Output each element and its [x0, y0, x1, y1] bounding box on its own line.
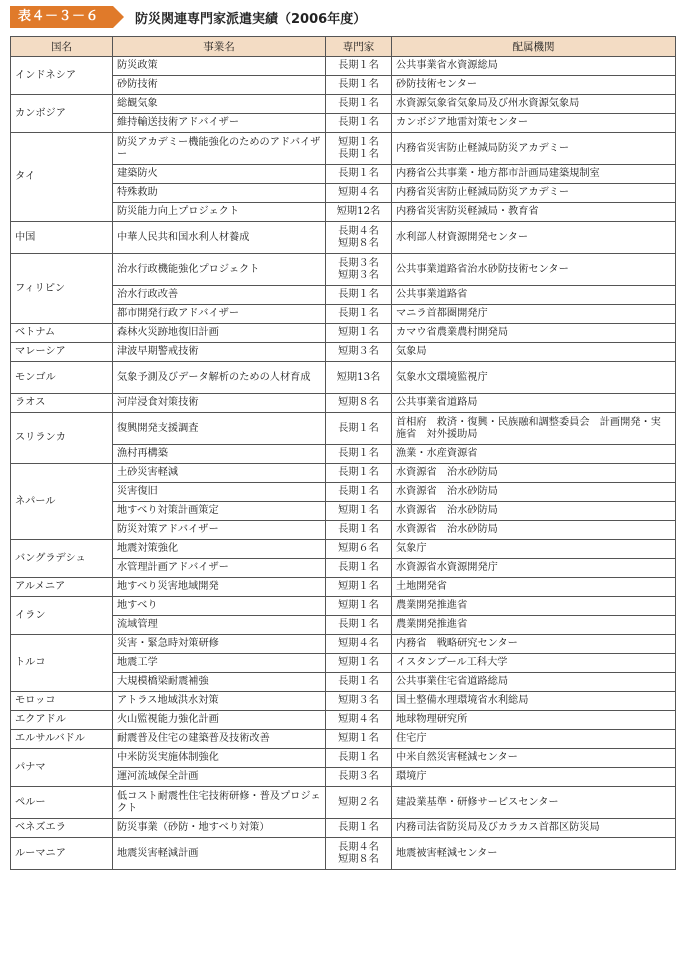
- agency-cell: 土地開発省: [392, 578, 676, 597]
- project-cell: 総観気象: [113, 95, 326, 114]
- project-cell: 耐震普及住宅の建築普及技術改善: [113, 730, 326, 749]
- table-title: [10, 6, 366, 28]
- expert-cell: 長期１名: [326, 559, 392, 578]
- expert-cell: 短期４名: [326, 635, 392, 654]
- expert-cell: 短期12名: [326, 203, 392, 222]
- agency-cell: 中米自然災害軽減センター: [392, 749, 676, 768]
- agency-cell: 内務省公共事業・地方都市計画局建築規制室: [392, 165, 676, 184]
- expert-cell: 長期１名: [326, 57, 392, 76]
- expert-cell: 短期４名: [326, 184, 392, 203]
- expert-cell: 短期３名: [326, 692, 392, 711]
- agency-cell: カマウ省農業農村開発局: [392, 324, 676, 343]
- country-cell: トルコ: [11, 635, 113, 692]
- expert-cell: 長期４名 短期８名: [326, 222, 392, 254]
- project-cell: 大規模橋梁耐震補強: [113, 673, 326, 692]
- agency-cell: 環境庁: [392, 768, 676, 787]
- project-cell: 地すべり対策計画策定: [113, 502, 326, 521]
- project-cell: 治水行政機能強化プロジェクト: [113, 254, 326, 286]
- header-project: 事業名: [113, 37, 326, 57]
- agency-cell: 水資源省水資源開発庁: [392, 559, 676, 578]
- agency-cell: 気象水文環境監視庁: [392, 362, 676, 394]
- table-body: [11, 57, 676, 870]
- dispatch-table: [10, 36, 676, 870]
- table-number-badge: 表４－３－６: [10, 6, 113, 28]
- project-cell: 流域管理: [113, 616, 326, 635]
- agency-cell: 首相府 救済・復興・民族融和調整委員会 計画開発・実施省 対外援助局: [392, 413, 676, 445]
- expert-cell: 長期１名: [326, 95, 392, 114]
- expert-cell: 長期３名 短期３名: [326, 254, 392, 286]
- agency-cell: 水資源省 治水砂防局: [392, 464, 676, 483]
- table-row: [11, 362, 676, 394]
- project-cell: 都市開発行政アドバイザー: [113, 305, 326, 324]
- project-cell: 砂防技術: [113, 76, 326, 95]
- expert-cell: 短期１名: [326, 654, 392, 673]
- agency-cell: 国土整備水理環境省水利総局: [392, 692, 676, 711]
- agency-cell: 地球物理研究所: [392, 711, 676, 730]
- country-cell: パナマ: [11, 749, 113, 787]
- project-cell: 復興開発支援調査: [113, 413, 326, 445]
- expert-cell: 長期３名: [326, 768, 392, 787]
- agency-cell: 建設業基準・研修サービスセンター: [392, 787, 676, 819]
- table-row: [11, 635, 676, 654]
- country-cell: マレーシア: [11, 343, 113, 362]
- table-row: [11, 222, 676, 254]
- expert-cell: 短期２名: [326, 787, 392, 819]
- table-row: [11, 343, 676, 362]
- agency-cell: 内務省 戦略研究センター: [392, 635, 676, 654]
- header-row: [11, 37, 676, 57]
- country-cell: インドネシア: [11, 57, 113, 95]
- agency-cell: 水資源省 治水砂防局: [392, 521, 676, 540]
- country-cell: フィリピン: [11, 254, 113, 324]
- project-cell: 治水行政改善: [113, 286, 326, 305]
- expert-cell: 長期１名: [326, 114, 392, 133]
- country-cell: ペルー: [11, 787, 113, 819]
- expert-cell: 長期４名 短期８名: [326, 838, 392, 870]
- project-cell: 土砂災害軽減: [113, 464, 326, 483]
- expert-cell: 長期１名: [326, 819, 392, 838]
- agency-cell: 砂防技術センター: [392, 76, 676, 95]
- country-cell: カンボジア: [11, 95, 113, 133]
- header-country: 国名: [11, 37, 113, 57]
- agency-cell: イスタンブール工科大学: [392, 654, 676, 673]
- country-cell: 中国: [11, 222, 113, 254]
- table-row: [11, 133, 676, 165]
- table-row: [11, 749, 676, 768]
- agency-cell: 漁業・水産資源省: [392, 445, 676, 464]
- table-row: [11, 819, 676, 838]
- country-cell: ラオス: [11, 394, 113, 413]
- agency-cell: 水利部人材資源開発センター: [392, 222, 676, 254]
- expert-cell: 短期１名: [326, 730, 392, 749]
- expert-cell: 長期１名: [326, 445, 392, 464]
- agency-cell: 公共事業道路省: [392, 286, 676, 305]
- agency-cell: 内務省災害防止軽減局防災アカデミー: [392, 133, 676, 165]
- table-row: [11, 578, 676, 597]
- project-cell: 気象予測及びデータ解析のための人材育成: [113, 362, 326, 394]
- table-row: [11, 464, 676, 483]
- project-cell: 低コスト耐震性住宅技術研修・普及プロジェクト: [113, 787, 326, 819]
- country-cell: モンゴル: [11, 362, 113, 394]
- project-cell: 特殊救助: [113, 184, 326, 203]
- expert-cell: 長期１名: [326, 76, 392, 95]
- country-cell: エルサルバドル: [11, 730, 113, 749]
- expert-cell: 短期６名: [326, 540, 392, 559]
- country-cell: ベネズエラ: [11, 819, 113, 838]
- expert-cell: 短期３名: [326, 343, 392, 362]
- agency-cell: 住宅庁: [392, 730, 676, 749]
- expert-cell: 長期１名: [326, 616, 392, 635]
- country-cell: タイ: [11, 133, 113, 222]
- project-cell: 水管理計画アドバイザー: [113, 559, 326, 578]
- project-cell: 漁村再構築: [113, 445, 326, 464]
- project-cell: 防災能力向上プロジェクト: [113, 203, 326, 222]
- agency-cell: 水資源省 治水砂防局: [392, 502, 676, 521]
- agency-cell: 公共事業省道路局: [392, 394, 676, 413]
- project-cell: 災害・緊急時対策研修: [113, 635, 326, 654]
- agency-cell: 公共事業省水資源総局: [392, 57, 676, 76]
- table-title-text: 防災関連専門家派遣実績（2006年度）: [135, 11, 367, 27]
- table-row: [11, 394, 676, 413]
- table-row: [11, 692, 676, 711]
- project-cell: 地震対策強化: [113, 540, 326, 559]
- expert-cell: 長期１名: [326, 165, 392, 184]
- project-cell: 地震災害軽減計画: [113, 838, 326, 870]
- expert-cell: 短期１名: [326, 578, 392, 597]
- project-cell: 中華人民共和国水利人材養成: [113, 222, 326, 254]
- expert-cell: 短期１名 長期１名: [326, 133, 392, 165]
- header-agency: 配属機関: [392, 37, 676, 57]
- project-cell: 中米防災実施体制強化: [113, 749, 326, 768]
- expert-cell: 長期１名: [326, 673, 392, 692]
- country-cell: ネパール: [11, 464, 113, 540]
- table-row: [11, 413, 676, 445]
- project-cell: 火山監視能力強化計画: [113, 711, 326, 730]
- expert-cell: 長期１名: [326, 483, 392, 502]
- agency-cell: 内務省災害防災軽減局・教育省: [392, 203, 676, 222]
- project-cell: 建築防火: [113, 165, 326, 184]
- project-cell: 地すべり: [113, 597, 326, 616]
- table-row: [11, 95, 676, 114]
- expert-cell: 短期13名: [326, 362, 392, 394]
- project-cell: 防災事業（砂防・地すべり対策）: [113, 819, 326, 838]
- agency-cell: カンボジア地雷対策センター: [392, 114, 676, 133]
- agency-cell: 内務司法省防災局及びカラカス首都区防災局: [392, 819, 676, 838]
- project-cell: 運河流域保全計画: [113, 768, 326, 787]
- expert-cell: 長期１名: [326, 749, 392, 768]
- expert-cell: 長期１名: [326, 286, 392, 305]
- project-cell: 河岸浸食対策技術: [113, 394, 326, 413]
- table-row: [11, 597, 676, 616]
- project-cell: 防災対策アドバイザー: [113, 521, 326, 540]
- expert-cell: 短期１名: [326, 597, 392, 616]
- agency-cell: 公共事業道路省治水砂防技術センター: [392, 254, 676, 286]
- agency-cell: 気象庁: [392, 540, 676, 559]
- agency-cell: 水資源省 治水砂防局: [392, 483, 676, 502]
- country-cell: エクアドル: [11, 711, 113, 730]
- country-cell: モロッコ: [11, 692, 113, 711]
- expert-cell: 長期１名: [326, 413, 392, 445]
- expert-cell: 長期１名: [326, 521, 392, 540]
- header-expert: 専門家: [326, 37, 392, 57]
- agency-cell: 地震被害軽減センター: [392, 838, 676, 870]
- expert-cell: 長期１名: [326, 464, 392, 483]
- expert-cell: 短期４名: [326, 711, 392, 730]
- project-cell: アトラス地域洪水対策: [113, 692, 326, 711]
- agency-cell: 農業開発推進省: [392, 597, 676, 616]
- table-row: [11, 540, 676, 559]
- agency-cell: 気象局: [392, 343, 676, 362]
- agency-cell: 水資源気象省気象局及び州水資源気象局: [392, 95, 676, 114]
- project-cell: 地震工学: [113, 654, 326, 673]
- table-row: [11, 57, 676, 76]
- expert-cell: 短期１名: [326, 502, 392, 521]
- table-row: [11, 254, 676, 286]
- expert-cell: 長期１名: [326, 305, 392, 324]
- agency-cell: 農業開発推進省: [392, 616, 676, 635]
- agency-cell: 公共事業住宅省道路総局: [392, 673, 676, 692]
- project-cell: 災害復旧: [113, 483, 326, 502]
- table-row: [11, 711, 676, 730]
- agency-cell: マニラ首都圏開発庁: [392, 305, 676, 324]
- table-row: [11, 730, 676, 749]
- country-cell: スリランカ: [11, 413, 113, 464]
- country-cell: ベトナム: [11, 324, 113, 343]
- country-cell: ルーマニア: [11, 838, 113, 870]
- project-cell: 維持輸送技術アドバイザー: [113, 114, 326, 133]
- table-row: [11, 787, 676, 819]
- project-cell: 防災アカデミー機能強化のためのアドバイザー: [113, 133, 326, 165]
- country-cell: イラン: [11, 597, 113, 635]
- table-row: [11, 324, 676, 343]
- agency-cell: 内務省災害防止軽減局防災アカデミー: [392, 184, 676, 203]
- country-cell: アルメニア: [11, 578, 113, 597]
- project-cell: 地すべり災害地域開発: [113, 578, 326, 597]
- expert-cell: 短期８名: [326, 394, 392, 413]
- project-cell: 森林火災跡地復旧計画: [113, 324, 326, 343]
- country-cell: バングラデシュ: [11, 540, 113, 578]
- project-cell: 防災政策: [113, 57, 326, 76]
- project-cell: 津波早期警戒技術: [113, 343, 326, 362]
- expert-cell: 短期１名: [326, 324, 392, 343]
- table-row: [11, 838, 676, 870]
